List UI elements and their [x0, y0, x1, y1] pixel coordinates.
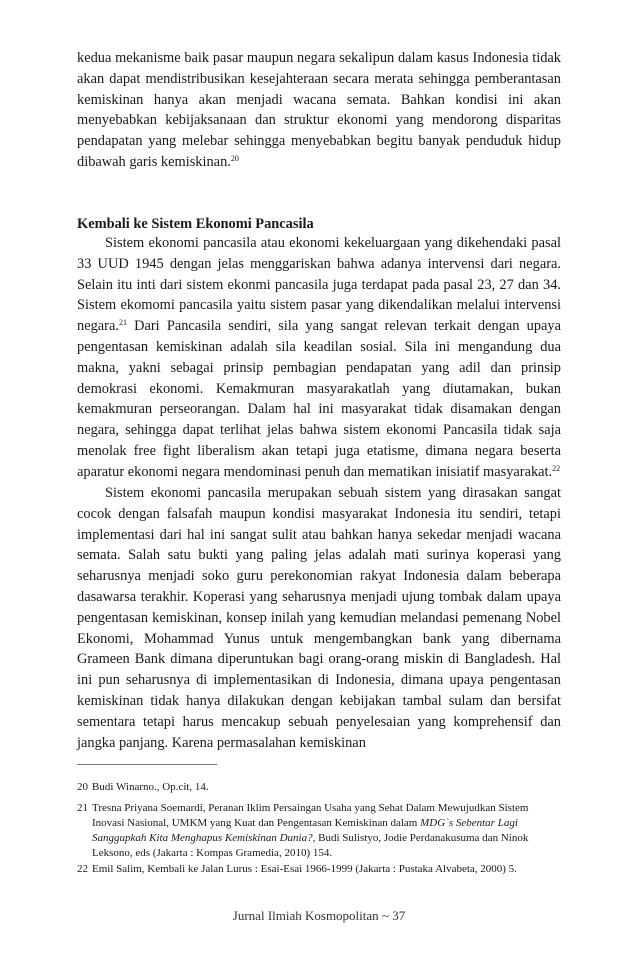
- footnote-divider: [77, 764, 217, 765]
- footnote-number: 20: [77, 781, 88, 793]
- section-heading: Kembali ke Sistem Ekonomi Pancasila: [77, 216, 314, 232]
- body-paragraph-1: Sistem ekonomi pancasila atau ekonomi kekeluargaan yang dikehendaki pasal 33 UUD 1945 dengan jelas menggariskan bahwa adanya intervensi dari negara. Selain itu inti dari sistem ekonmi pancasila juga terdapat pada pasal 23, 27 dan 34. Sistem ekomomi pancasila yaitu sistem pasar yang dikendalikan melalui intervensi negara.$^{21}$ Dari Pancasila sendiri, sila yang sangat relevan terkait dengan upaya pengentasan kemiskinan adalah sila keadilan sosial. Sila ini mengandung dua makna, yakni sebagai prinsip pembagian pendapatan yang adil dan prinsip demokrasi ekonomi. Kemakmuran masyarakatlah yang diutamakan, bukan kemakmuran perseorangan. Dalam hal ini masyarakat tidak disamakan dengan negara, sehingga dapat terlihat jelas bahwa sistem ekonomi Pancasila tidak saja menolak free fight liberalism akan tetapi juga etatisme, dimana negara beserta aparatur ekonomi negara mendominasi penuh dan mematikan inisiatif masyarakat.$^{22}$: [77, 235, 561, 480]
- footnote-number: 21: [77, 802, 88, 814]
- footnote-text: Budi Winarno., Op.cit, 14.: [92, 781, 209, 793]
- body-paragraph-2: Sistem ekonomi pancasila merupakan sebuah sistem yang dirasakan sangat cocok dengan falsafah maupun kondisi masyarakat Indonesia itu sendiri, tetapi implementasi dari hal ini sangat sulit atau bahkan hanya sekedar menjadi wacana semata. Salah satu bukti yang paling jelas adalah mati surinya koperasi yang seharusnya menjadi soko guru perekonomian rakyat Indonesia dalam beberapa dasawarsa terakhir. Koperasi yang seharusnya menjadi ujung tombak dalam upaya pengentasan kemiskinan, konsep inilah yang kemudian melandasi pemenang Nobel Ekonomi, Mohammad Yunus untuk mengembangkan bank yang dibernama Grameen Bank dimana diperuntukan bagi orang-orang miskin di Bangladesh. Hal ini pun seharusnya di implementasikan di Indonesia, dimana upaya pengentasan kemiskinan tidak hanya dilakukan dengan kebijakan tambal sulam dan bersifat sementara tetapi harus mencakup sebuah penyelesaian yang komprehensif dan jangka panjang. Karena permasalahan kemiskinan: [77, 485, 561, 751]
- footnote-text: Tresna Priyana Soemardi, Peranan Iklim Persaingan Usaha yang Sehat Dalam Mewujudkan Sistem Inovasi Nasional, UMKM yang Kuat dan Pengentasan Kemiskinan dalam MDG`s Sebentar Lagi Sanggupkah Kita Menghapus Kemiskinan Dunia?, Budi Sulistyo, Jodie Perdanakusuma dan Ninok Leksono, eds (Jakarta : Kompas Gramedia, 2010) 154.: [92, 802, 529, 859]
- page-footer: Jurnal Ilmiah Kosmopolitan ~ 37: [232, 908, 406, 923]
- footnote-text: Emil Salim, Kembali ke Jalan Lurus : Esai-Esai 1966-1999 (Jakarta : Pustaka Alvabeta, 2000) 5.: [92, 863, 517, 875]
- footnote-book-title: MDG`s Sebentar Lagi Sanggupkah Kita Menghapus Kemiskinan Dunia?,: [92, 817, 518, 844]
- footnote-number: 22: [77, 863, 88, 875]
- footnote-ref-20: 20: [230, 153, 239, 163]
- footnote-ref-21: 21: [118, 318, 127, 328]
- footnote-ref-22: 22: [552, 463, 561, 473]
- continuation-paragraph: kedua mekanisme baik pasar maupun negara sekalipun dalam kasus Indonesia tidak akan dapat mendistribusikan kesejahteraan secara merata sehingga pemberantasan kemiskinan hanya akan menjadi wacana semata. Bahkan kondisi ini akan menyebabkan kebijaksanaan dan struktur ekonomi yang mendorong disparitas pendapatan yang melebar sehingga menyebabkan begitu banyak penduduk hidup dibawah garis kemiskinan.$^{20}$: [77, 50, 561, 170]
